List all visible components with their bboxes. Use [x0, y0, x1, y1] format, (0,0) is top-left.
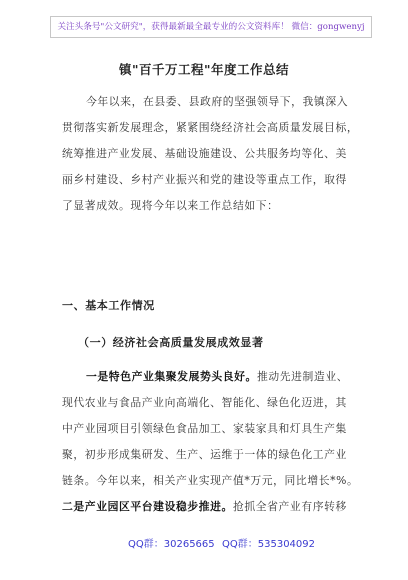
body-text: 推动先进制造业、 — [256, 370, 349, 383]
body-line: 中产业园项目引领绿色食品加工、家装家具和灯具生产集 — [62, 422, 347, 435]
point-lead: 一是特色产业集聚发展势头良好。 — [86, 370, 257, 383]
body-line: 链条。今年以来，相关产业实现产值*万元，同比增长*%。 — [62, 474, 359, 487]
qq-group-1: QQ群：30265665 — [128, 539, 215, 550]
body-line: 聚，初步形成集研发、生产、运维于一体的绿色化工产业 — [62, 448, 347, 461]
body-text: 抢抓全省产业有序转移 — [232, 500, 347, 513]
section-heading: 一、基本工作情况 — [62, 299, 155, 312]
body-line — [86, 370, 348, 384]
subsection-heading: （一）经济社会高质量发展成效显著 — [78, 336, 264, 349]
body-line: 现代农业与食品产业向高端化、智能化、绿色化迈进，其 — [62, 396, 347, 409]
qq-group-2: QQ群：535304092 — [222, 539, 316, 550]
intro-line: 了显著成效。现将今年以来工作总结如下： — [62, 199, 279, 212]
promo-banner: 关注头条号"公文研究"，获得最新最全最专业的公文资料库！ 微信：gongwenyj — [50, 16, 372, 38]
intro-line: 丽乡村建设、乡村产业振兴和党的建设等重点工作，取得 — [62, 173, 347, 186]
point-lead: 二是产业园区平台建设稳步推进。 — [62, 500, 233, 513]
intro-line: 统筹推进产业发展、基础设施建设、公共服务均等化、美 — [62, 147, 347, 160]
intro-line: 贯彻落实新发展理念，紧紧围绕经济社会高质量发展目标， — [62, 121, 359, 134]
document-title: 镇"百千万工程"年度工作总结 — [118, 62, 290, 77]
body-line — [62, 500, 347, 514]
intro-line: 今年以来，在县委、县政府的坚强领导下，我镇深入 — [86, 95, 349, 108]
